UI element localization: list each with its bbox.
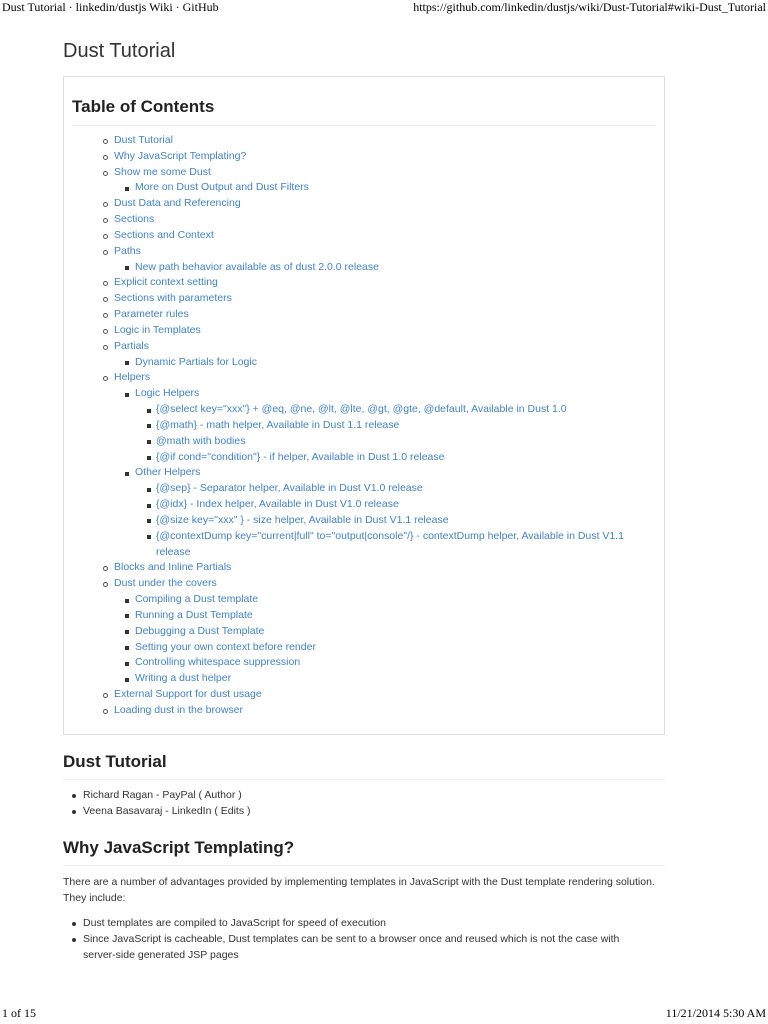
toc-link[interactable]: Dynamic Partials for Logic [135, 355, 257, 368]
list-item [63, 916, 663, 932]
toc-link[interactable]: Other Helpers [135, 466, 201, 479]
toc-item [64, 244, 664, 260]
toc-link[interactable]: New path behavior available as of dust 2.0.0 release [135, 260, 379, 273]
toc-item [64, 386, 664, 402]
square-bullet-icon [147, 504, 151, 508]
toc-item [64, 402, 664, 418]
advantage-text: Since JavaScript is cacheable, Dust templates can be sent to a browser once and reused which is not the case with server-side generated JSP pages [83, 932, 620, 961]
toc-link[interactable]: Dust Tutorial [114, 134, 173, 146]
square-bullet-icon [147, 440, 151, 444]
toc-item [64, 513, 664, 529]
advantage-text: Dust templates are compiled to JavaScript for speed of execution [83, 917, 386, 929]
table-of-contents [63, 76, 665, 735]
bullet-icon [72, 938, 76, 942]
square-bullet-icon [147, 535, 151, 539]
toc-link[interactable]: {@select key="xxx"} + @eq, @ne, @lt, @lte, @gt, @gte, @default, Available in Dust 1.0 [156, 403, 567, 416]
toc-link[interactable]: {@sep} - Separator helper, Available in Dust V1.0 release [156, 482, 423, 495]
toc-link[interactable]: {@size key="xxx" } - size helper, Available in Dust V1.1 release [156, 513, 449, 526]
page-count: 1 of 15 [2, 1006, 36, 1020]
toc-item [64, 323, 664, 339]
toc-item [64, 465, 664, 481]
toc-item [64, 180, 664, 196]
print-footer [0, 1004, 768, 1024]
author-text: Richard Ragan - PayPal ( Author ) [83, 789, 242, 801]
square-bullet-icon [147, 409, 151, 413]
toc-item [64, 703, 664, 719]
toc-link[interactable]: Paths [114, 244, 141, 257]
circle-bullet-icon [103, 297, 108, 302]
toc-item [64, 291, 664, 307]
print-header-title: Dust Tutorial · linkedin/dustjs Wiki · GitHub [2, 0, 219, 14]
toc-link[interactable]: More on Dust Output and Dust Filters [135, 181, 309, 194]
toc-item [64, 608, 664, 624]
toc-item [64, 228, 664, 244]
square-bullet-icon [147, 519, 151, 523]
circle-bullet-icon [103, 376, 108, 381]
square-bullet-icon [125, 646, 129, 650]
authors-list [63, 788, 251, 820]
print-timestamp: 11/21/2014 5:30 AM [665, 1006, 766, 1020]
toc-link[interactable]: Parameter rules [114, 308, 189, 321]
circle-bullet-icon [103, 218, 108, 223]
toc-item [64, 149, 664, 165]
toc-item [64, 212, 664, 228]
toc-title: Table of Contents [72, 97, 215, 116]
toc-link[interactable]: {@contextDump key="current|full" to="output|console"/} - contextDump helper, Available in Dust V1.1 release [156, 529, 625, 558]
square-bullet-icon [125, 630, 129, 634]
toc-item [64, 497, 664, 513]
toc-item [64, 687, 664, 703]
toc-item [64, 339, 664, 355]
toc-item [64, 481, 664, 497]
toc-item [64, 260, 664, 276]
square-bullet-icon [147, 456, 151, 460]
section-heading-dust-tutorial: Dust Tutorial [63, 752, 167, 771]
circle-bullet-icon [103, 566, 108, 571]
toc-item [64, 165, 664, 181]
toc-link[interactable]: Sections with parameters [114, 292, 232, 305]
toc-link[interactable]: Explicit context setting [114, 276, 218, 289]
circle-bullet-icon [103, 202, 108, 207]
toc-item [64, 529, 664, 561]
toc-link[interactable]: Logic Helpers [135, 387, 200, 400]
toc-link[interactable]: Partials [114, 339, 150, 352]
toc-link[interactable]: Running a Dust Template [135, 608, 253, 621]
square-bullet-icon [125, 393, 129, 397]
toc-list [64, 133, 664, 719]
toc-item [64, 671, 664, 687]
toc-item [64, 196, 664, 212]
toc-item [64, 418, 664, 434]
toc-link[interactable]: Setting your own context before render [135, 640, 316, 653]
toc-link[interactable]: Blocks and Inline Partials [114, 561, 232, 574]
toc-link[interactable]: @math with bodies [156, 434, 246, 447]
circle-bullet-icon [103, 171, 108, 176]
bullet-icon [72, 810, 76, 814]
toc-link[interactable]: Helpers [114, 371, 151, 384]
bullet-icon [72, 922, 76, 926]
toc-link[interactable]: Logic in Templates [114, 323, 201, 336]
toc-link[interactable]: Dust Data and Referencing [114, 197, 241, 210]
circle-bullet-icon [103, 234, 108, 239]
print-header-url: https://github.com/linkedin/dustjs/wiki/Dust-Tutorial#wiki-Dust_Tutorial [413, 0, 766, 14]
toc-link[interactable]: Controlling whitespace suppression [135, 656, 301, 669]
circle-bullet-icon [103, 250, 108, 255]
author-text: Veena Basavaraj - LinkedIn ( Edits ) [83, 804, 251, 817]
toc-item [64, 370, 664, 386]
toc-item [64, 560, 664, 576]
section-heading-why-javascript-templating: Why JavaScript Templating? [63, 838, 295, 857]
advantages-list [63, 916, 663, 964]
circle-bullet-icon [103, 582, 108, 587]
circle-bullet-icon [103, 693, 108, 698]
toc-item [64, 576, 664, 592]
toc-link[interactable]: Compiling a Dust template [135, 593, 259, 606]
toc-link[interactable]: Why JavaScript Templating? [114, 149, 247, 162]
circle-bullet-icon [103, 345, 108, 350]
toc-link[interactable]: External Support for dust usage [114, 688, 262, 701]
toc-item [64, 275, 664, 291]
section-divider [63, 865, 665, 866]
list-item [63, 788, 251, 804]
toc-link[interactable]: {@if cond="condition"} - if helper, Available in Dust 1.0 release [156, 450, 445, 463]
circle-bullet-icon [103, 313, 108, 318]
circle-bullet-icon [103, 281, 108, 286]
toc-item [64, 592, 664, 608]
toc-link[interactable]: Sections and Context [114, 228, 214, 241]
square-bullet-icon [125, 662, 129, 666]
circle-bullet-icon [103, 139, 108, 144]
square-bullet-icon [125, 678, 129, 682]
toc-item [64, 133, 664, 149]
square-bullet-icon [125, 187, 129, 191]
square-bullet-icon [147, 488, 151, 492]
toc-link[interactable]: {@idx} - Index helper, Available in Dust V1.0 release [156, 498, 399, 511]
toc-link[interactable]: Sections [114, 213, 155, 226]
toc-item [64, 307, 664, 323]
toc-item [64, 355, 664, 371]
toc-divider [72, 125, 656, 126]
toc-link[interactable]: Dust under the covers [114, 577, 217, 590]
toc-item [64, 640, 664, 656]
print-header [0, 0, 768, 16]
circle-bullet-icon [103, 709, 108, 714]
page-title: Dust Tutorial [63, 40, 176, 62]
list-item [63, 804, 251, 820]
square-bullet-icon [147, 424, 151, 428]
square-bullet-icon [125, 266, 129, 270]
bullet-icon [72, 794, 76, 798]
square-bullet-icon [125, 361, 129, 365]
toc-link[interactable]: {@math} - math helper, Available in Dust 1.1 release [156, 418, 400, 431]
intro-paragraph: There are a number of advantages provided by implementing templates in JavaScript with the Dust template rendering solution. They include: [63, 876, 655, 904]
list-item [63, 932, 663, 964]
square-bullet-icon [125, 472, 129, 476]
circle-bullet-icon [103, 329, 108, 334]
square-bullet-icon [125, 614, 129, 618]
toc-item [64, 624, 664, 640]
square-bullet-icon [125, 599, 129, 603]
toc-link[interactable]: Writing a dust helper [135, 672, 232, 685]
toc-link[interactable]: Loading dust in the browser [114, 703, 243, 716]
toc-link[interactable]: Show me some Dust [114, 165, 211, 178]
circle-bullet-icon [103, 155, 108, 160]
toc-item [64, 434, 664, 450]
section-divider [63, 779, 665, 780]
toc-item [64, 655, 664, 671]
toc-link[interactable]: Debugging a Dust Template [135, 624, 265, 637]
toc-item [64, 450, 664, 466]
